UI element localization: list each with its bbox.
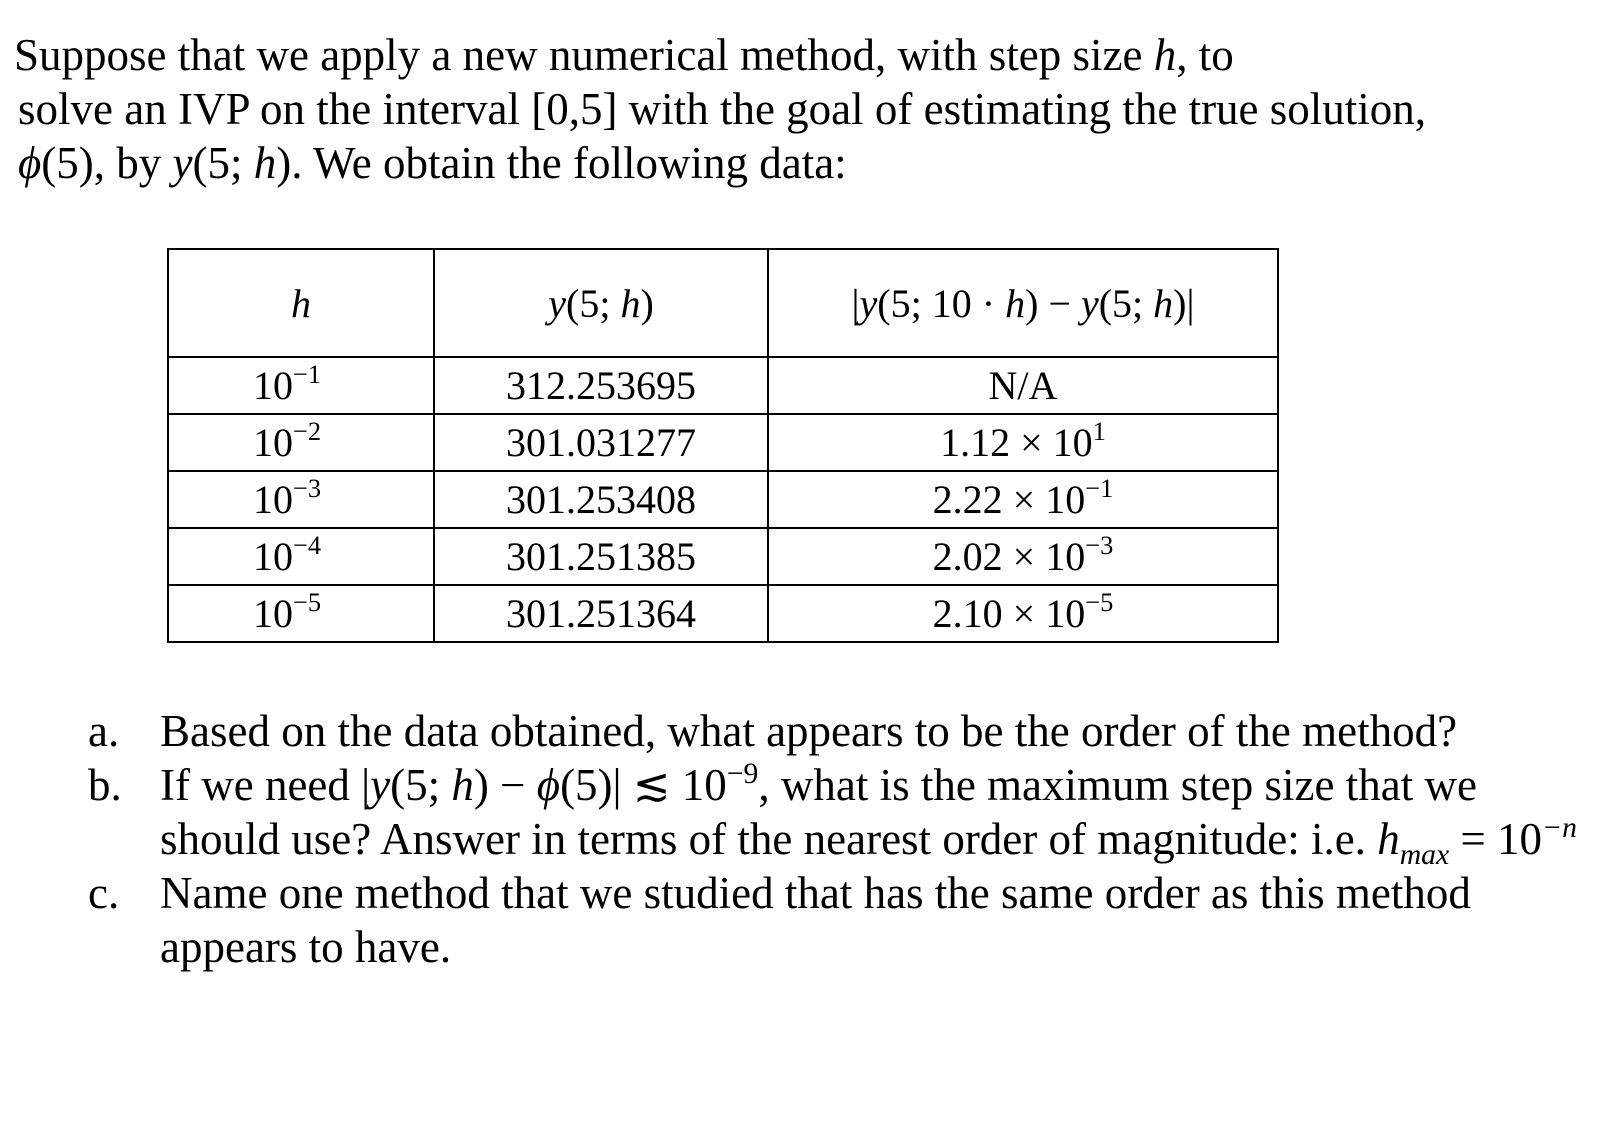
question-text: , what is the maximum step size that we should use? Answer in terms of the nearest order of magnitude: i.e. [160, 760, 1477, 864]
diff-exponent: −1 [1085, 473, 1114, 504]
cell-y: 301.251385 [434, 528, 768, 585]
question-c [88, 866, 1578, 974]
intro-text: Suppose that we apply a new numerical method, with step size [14, 30, 1154, 80]
cell-diff [768, 414, 1278, 471]
cell-h [168, 414, 434, 471]
math-y: y [859, 280, 878, 326]
header-row [168, 249, 1278, 357]
intro-paragraph [14, 28, 1574, 190]
math-minus: ) − [473, 760, 537, 810]
question-text: Based on the data obtained, what appears to be the order of the method? [160, 706, 1458, 756]
math-h: h [1153, 30, 1177, 80]
math-phi: ϕ [536, 760, 561, 810]
question-b [88, 757, 1578, 871]
math-h: h [253, 138, 277, 188]
math-y: y [548, 280, 566, 326]
math-y: y [172, 138, 193, 188]
math-y: y [370, 760, 391, 810]
data-table [167, 248, 1279, 643]
cell-h [168, 471, 434, 528]
h-exponent: −5 [293, 587, 322, 618]
intro-line-2: solve an IVP on the interval [0,5] with the goal of estimating the true solution, [18, 84, 1427, 134]
math-minus: ) − [1025, 280, 1081, 326]
h-exponent: −1 [293, 359, 322, 390]
h-exponent: −4 [293, 530, 322, 561]
math-bar: | [851, 280, 860, 326]
header-diff [768, 249, 1278, 357]
question-text: Name one method that we studied that has the same order as this method appears to have. [160, 868, 1471, 972]
cell-h [168, 528, 434, 585]
math-args: (5; [566, 280, 621, 326]
table-row [168, 471, 1278, 528]
diff-mantissa: N/A [988, 363, 1058, 408]
math-h: h [1153, 280, 1174, 326]
intro-text: ). We obtain the following data: [276, 138, 847, 188]
h-exponent: −2 [293, 416, 322, 447]
diff-mantissa: 2.22 × 10 [932, 477, 1086, 522]
intro-line-3 [14, 136, 1574, 190]
math-close: ) [640, 280, 654, 326]
cell-y: 301.251364 [434, 585, 768, 642]
math-equals: = 10 [1449, 814, 1543, 864]
question-marker: c. [88, 868, 120, 918]
diff-mantissa: 2.10 × 10 [932, 591, 1086, 636]
cell-diff [768, 471, 1278, 528]
table-row [168, 528, 1278, 585]
math-y: y [1080, 280, 1099, 326]
intro-line-1 [14, 28, 1574, 82]
header-y [434, 249, 768, 357]
h-base: 10 [253, 534, 293, 579]
table-row [168, 585, 1278, 642]
cell-h [168, 585, 434, 642]
math-args: (5; 10 · [877, 280, 1006, 326]
diff-exponent: 1 [1092, 416, 1106, 447]
intro-text: , to [1176, 30, 1234, 80]
math-h: h [1377, 814, 1400, 864]
math-h: h [451, 760, 474, 810]
intro-text: (5), by [41, 138, 173, 188]
diff-exponent: −5 [1085, 587, 1114, 618]
question-a [88, 704, 1578, 758]
math-close: )| [1173, 280, 1195, 326]
cell-y: 301.031277 [434, 414, 768, 471]
cell-y: 312.253695 [434, 357, 768, 414]
table-row [168, 414, 1278, 471]
math-phi: ϕ [18, 138, 42, 188]
cell-diff [768, 528, 1278, 585]
h-base: 10 [253, 363, 293, 408]
diff-mantissa: 1.12 × 10 [940, 420, 1093, 465]
math-args: (5; [192, 138, 254, 188]
math-subscript: max [1399, 839, 1450, 871]
question-list [88, 704, 1578, 974]
cell-diff [768, 357, 1278, 414]
cell-h [168, 357, 434, 414]
h-base: 10 [253, 420, 293, 465]
table-row [168, 357, 1278, 414]
h-exponent: −3 [293, 473, 322, 504]
math-args: (5; [1098, 280, 1154, 326]
h-base: 10 [253, 591, 293, 636]
math-bound: (5)| ≲ 10 [560, 760, 727, 810]
question-marker: b. [88, 760, 122, 810]
cell-y: 301.253408 [434, 471, 768, 528]
h-base: 10 [253, 477, 293, 522]
math-h: h [1005, 280, 1026, 326]
math-exponent: −9 [726, 757, 759, 790]
question-marker: a. [88, 706, 120, 756]
math-h: h [291, 280, 311, 326]
math-h: h [620, 280, 641, 326]
math-args: (5; [390, 760, 452, 810]
diff-exponent: −3 [1085, 530, 1114, 561]
question-text: If we need | [160, 760, 371, 810]
header-h [168, 249, 434, 357]
cell-diff [768, 585, 1278, 642]
diff-mantissa: 2.02 × 10 [932, 534, 1086, 579]
math-exponent: −n [1542, 811, 1577, 844]
